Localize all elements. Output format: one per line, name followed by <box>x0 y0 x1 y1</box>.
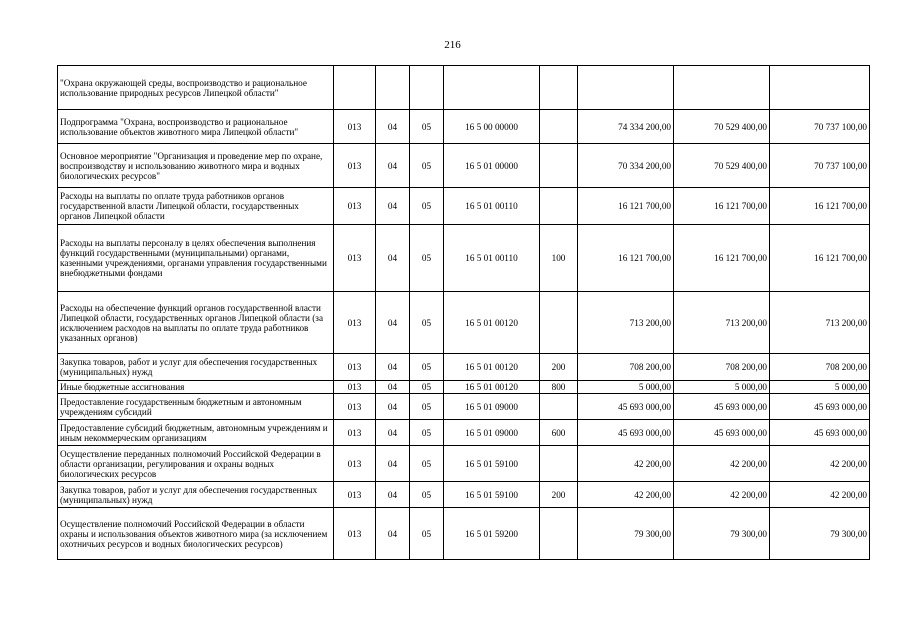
expense-type-cell: 600 <box>540 420 578 446</box>
target-article-cell: 16 5 01 00110 <box>444 225 540 292</box>
ministry-code-cell: 013 <box>334 420 376 446</box>
amount-year1-cell: 74 334 200,00 <box>578 110 674 144</box>
table-row <box>58 381 870 394</box>
subsection-code-cell: 05 <box>410 144 444 188</box>
amount-year3-cell: 16 121 700,00 <box>770 188 870 225</box>
amount-year2-cell: 16 121 700,00 <box>674 225 770 292</box>
expense-type-cell: 200 <box>540 482 578 508</box>
expense-type-cell <box>540 508 578 560</box>
ministry-code-cell: 013 <box>334 354 376 381</box>
subsection-code-cell: 05 <box>410 292 444 354</box>
row-name-cell: "Охрана окружающей среды, воспроизводство и рациональное использование природных ресурсов Липецкой области" <box>58 66 334 110</box>
table-row <box>58 482 870 508</box>
amount-year2-cell <box>674 66 770 110</box>
section-code-cell: 04 <box>376 508 410 560</box>
target-article-cell: 16 5 01 00120 <box>444 354 540 381</box>
section-code-cell: 04 <box>376 225 410 292</box>
subsection-code-cell: 05 <box>410 381 444 394</box>
amount-year2-cell: 42 200,00 <box>674 482 770 508</box>
ministry-code-cell: 013 <box>334 381 376 394</box>
amount-year2-cell: 70 529 400,00 <box>674 144 770 188</box>
ministry-code-cell: 013 <box>334 292 376 354</box>
subsection-code-cell: 05 <box>410 446 444 482</box>
ministry-code-cell: 013 <box>334 508 376 560</box>
amount-year1-cell: 79 300,00 <box>578 508 674 560</box>
section-code-cell: 04 <box>376 420 410 446</box>
amount-year1-cell: 713 200,00 <box>578 292 674 354</box>
row-name-cell: Расходы на выплаты по оплате труда работников органов государственной власти Липецкой области, государственных органов Липецкой области <box>58 188 334 225</box>
ministry-code-cell: 013 <box>334 225 376 292</box>
subsection-code-cell <box>410 66 444 110</box>
amount-year1-cell: 70 334 200,00 <box>578 144 674 188</box>
row-name-cell: Основное мероприятие "Организация и проведение мер по охране, воспроизводству и использованию животного мира и водных биологических ресурсов" <box>58 144 334 188</box>
subsection-code-cell: 05 <box>410 225 444 292</box>
row-name-cell: Подпрограмма "Охрана, воспроизводство и рациональное использование объектов животного мира Липецкой области" <box>58 110 334 144</box>
row-name-cell: Предоставление государственным бюджетным и автономным учреждениям субсидий <box>58 394 334 420</box>
table-row <box>58 144 870 188</box>
row-name-cell: Осуществление полномочий Российской Федерации в области охраны и использования объектов животного мира (за исключением охотничьих ресурсов и водных биологических ресурсов) <box>58 508 334 560</box>
budget-table <box>57 65 870 560</box>
amount-year3-cell: 70 737 100,00 <box>770 144 870 188</box>
table-row <box>58 354 870 381</box>
amount-year2-cell: 70 529 400,00 <box>674 110 770 144</box>
amount-year2-cell: 79 300,00 <box>674 508 770 560</box>
expense-type-cell <box>540 292 578 354</box>
section-code-cell: 04 <box>376 292 410 354</box>
ministry-code-cell: 013 <box>334 110 376 144</box>
amount-year2-cell: 45 693 000,00 <box>674 420 770 446</box>
subsection-code-cell: 05 <box>410 188 444 225</box>
section-code-cell: 04 <box>376 188 410 225</box>
ministry-code-cell: 013 <box>334 446 376 482</box>
amount-year2-cell: 708 200,00 <box>674 354 770 381</box>
amount-year1-cell: 16 121 700,00 <box>578 225 674 292</box>
section-code-cell <box>376 66 410 110</box>
expense-type-cell: 100 <box>540 225 578 292</box>
target-article-cell: 16 5 01 59200 <box>444 508 540 560</box>
amount-year3-cell: 42 200,00 <box>770 482 870 508</box>
amount-year3-cell: 16 121 700,00 <box>770 225 870 292</box>
section-code-cell: 04 <box>376 446 410 482</box>
amount-year3-cell: 713 200,00 <box>770 292 870 354</box>
ministry-code-cell: 013 <box>334 394 376 420</box>
table-row <box>58 394 870 420</box>
subsection-code-cell: 05 <box>410 394 444 420</box>
section-code-cell: 04 <box>376 110 410 144</box>
amount-year1-cell: 5 000,00 <box>578 381 674 394</box>
table-row <box>58 66 870 110</box>
ministry-code-cell: 013 <box>334 144 376 188</box>
amount-year3-cell: 45 693 000,00 <box>770 420 870 446</box>
row-name-cell: Закупка товаров, работ и услуг для обеспечения государственных (муниципальных) нужд <box>58 482 334 508</box>
page-number: 216 <box>444 39 461 51</box>
amount-year2-cell: 713 200,00 <box>674 292 770 354</box>
target-article-cell: 16 5 01 59100 <box>444 482 540 508</box>
ministry-code-cell: 013 <box>334 482 376 508</box>
subsection-code-cell: 05 <box>410 354 444 381</box>
expense-type-cell <box>540 110 578 144</box>
table-row <box>58 110 870 144</box>
amount-year3-cell: 708 200,00 <box>770 354 870 381</box>
expense-type-cell: 800 <box>540 381 578 394</box>
target-article-cell: 16 5 01 00110 <box>444 188 540 225</box>
row-name-cell: Предоставление субсидий бюджетным, автономным учреждениям и иным некоммерческим организациям <box>58 420 334 446</box>
subsection-code-cell: 05 <box>410 482 444 508</box>
amount-year3-cell <box>770 66 870 110</box>
target-article-cell: 16 5 01 00120 <box>444 292 540 354</box>
expense-type-cell <box>540 394 578 420</box>
amount-year3-cell: 5 000,00 <box>770 381 870 394</box>
section-code-cell: 04 <box>376 381 410 394</box>
amount-year3-cell: 42 200,00 <box>770 446 870 482</box>
amount-year1-cell: 42 200,00 <box>578 446 674 482</box>
row-name-cell: Закупка товаров, работ и услуг для обеспечения государственных (муниципальных) нужд <box>58 354 334 381</box>
amount-year3-cell: 70 737 100,00 <box>770 110 870 144</box>
row-name-cell: Осуществление переданных полномочий Российской Федерации в области организации, регулирования и охраны водных биологических ресурсов <box>58 446 334 482</box>
amount-year1-cell: 42 200,00 <box>578 482 674 508</box>
expense-type-cell: 200 <box>540 354 578 381</box>
expense-type-cell <box>540 66 578 110</box>
table-row <box>58 225 870 292</box>
target-article-cell: 16 5 01 00120 <box>444 381 540 394</box>
table-row <box>58 292 870 354</box>
amount-year1-cell: 708 200,00 <box>578 354 674 381</box>
expense-type-cell <box>540 144 578 188</box>
amount-year2-cell: 16 121 700,00 <box>674 188 770 225</box>
row-name-cell: Иные бюджетные ассигнования <box>58 381 334 394</box>
amount-year1-cell: 16 121 700,00 <box>578 188 674 225</box>
amount-year2-cell: 42 200,00 <box>674 446 770 482</box>
expense-type-cell <box>540 188 578 225</box>
table-row <box>58 188 870 225</box>
subsection-code-cell: 05 <box>410 420 444 446</box>
amount-year3-cell: 79 300,00 <box>770 508 870 560</box>
subsection-code-cell: 05 <box>410 110 444 144</box>
section-code-cell: 04 <box>376 144 410 188</box>
target-article-cell <box>444 66 540 110</box>
section-code-cell: 04 <box>376 394 410 420</box>
amount-year1-cell: 45 693 000,00 <box>578 420 674 446</box>
section-code-cell: 04 <box>376 354 410 381</box>
amount-year2-cell: 45 693 000,00 <box>674 394 770 420</box>
amount-year1-cell <box>578 66 674 110</box>
section-code-cell: 04 <box>376 482 410 508</box>
amount-year3-cell: 45 693 000,00 <box>770 394 870 420</box>
subsection-code-cell: 05 <box>410 508 444 560</box>
row-name-cell: Расходы на обеспечение функций органов государственной власти Липецкой области, государственных органов Липецкой области (за исключением расходов на выплаты по оплате труда работников указанных органов) <box>58 292 334 354</box>
expense-type-cell <box>540 446 578 482</box>
ministry-code-cell <box>334 66 376 110</box>
table-row <box>58 420 870 446</box>
target-article-cell: 16 5 00 00000 <box>444 110 540 144</box>
target-article-cell: 16 5 01 00000 <box>444 144 540 188</box>
target-article-cell: 16 5 01 59100 <box>444 446 540 482</box>
target-article-cell: 16 5 01 09000 <box>444 394 540 420</box>
target-article-cell: 16 5 01 09000 <box>444 420 540 446</box>
table-row <box>58 446 870 482</box>
amount-year1-cell: 45 693 000,00 <box>578 394 674 420</box>
ministry-code-cell: 013 <box>334 188 376 225</box>
row-name-cell: Расходы на выплаты персоналу в целях обеспечения выполнения функций государственными (муниципальными) органами, казенными учреждениями, органами управления государственными внебюджетными фондами <box>58 225 334 292</box>
table-row <box>58 508 870 560</box>
amount-year2-cell: 5 000,00 <box>674 381 770 394</box>
